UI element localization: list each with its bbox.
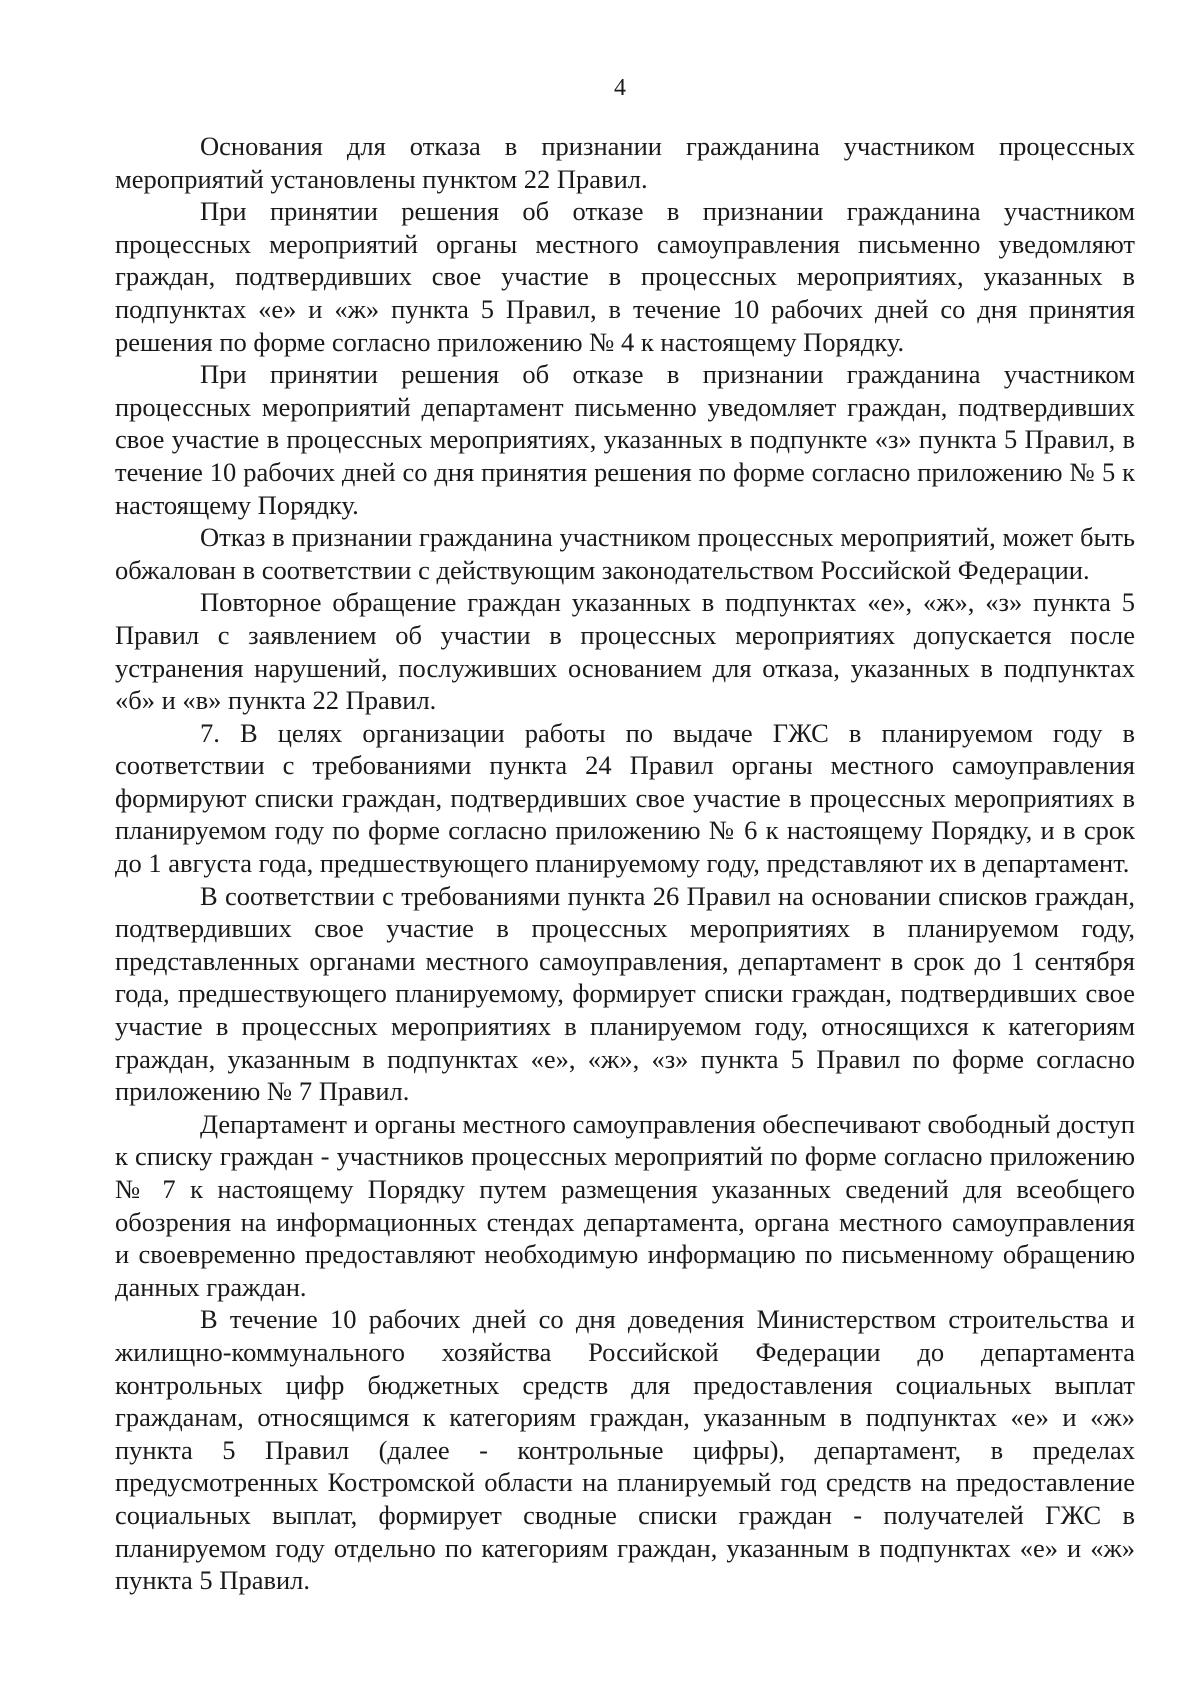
paragraph-consolidated-lists: В течение 10 рабочих дней со дня доведения Министерством строительства и жилищно-коммунального хозяйства Российской Федерации до департамента контрольных цифр бюджетных средств для предоставления социальных выплат гражданам, относящимся к категориям граждан, указанным в подпунктах «е» и «ж» пункта 5 Правил (далее - контрольные цифры), департамент, в пределах предусмотренных Костромской области на планируемый год средств на предоставление социальных выплат, формирует сводные списки граждан - получателей ГЖС в планируемом году отдельно по категориям граждан, указанным в подпунктах «е» и «ж» пункта 5 Правил. <box>115 1304 1135 1596</box>
paragraph-department-lists: В соответствии с требованиями пункта 26 Правил на основании списков граждан, подтвердивших свое участие в процессных мероприятиях в планируемом году, представленных органами местного самоуправления, департамент в срок до 1 сентября года, предшествующего планируемому, формирует списки граждан, подтвердивших свое участие в процессных мероприятиях в планируемом году, относящихся к категориям граждан, указанным в подпунктах «е», «ж», «з» пункта 5 Правил по форме согласно приложению № 7 Правил. <box>115 880 1135 1107</box>
paragraph-local-authority-notice: При принятии решения об отказе в признании гражданина участником процессных мероприятий органы местного самоуправления письменно уведомляют граждан, подтвердивших свое участие в процессных мероприятиях, указанных в подпунктах «е» и «ж» пункта 5 Правил, в течение 10 рабочих дней со дня принятия решения по форме согласно приложению № 4 к настоящему Порядку. <box>115 196 1135 357</box>
paragraph-free-access: Департамент и органы местного самоуправления обеспечивают свободный доступ к списку граждан - участников процессных мероприятий по форме согласно приложению № 7 к настоящему Порядку путем размещения указанных сведений для всеобщего обозрения на информационных стендах департамента, органа местного самоуправления и своевременно предоставляют необходимую информацию по письменному обращению данных граждан. <box>115 1108 1135 1302</box>
paragraph-item-7-lists: 7. В целях организации работы по выдаче ГЖС в планируемом году в соответствии с требованиями пункта 24 Правил органы местного самоуправления формируют списки граждан, подтвердивших свое участие в процессных мероприятиях в планируемом году по форме согласно приложению № 6 к настоящему Порядку, и в срок до 1 августа года, предшествующего планируемому году, представляют их в департамент. <box>115 717 1135 879</box>
paragraph-refusal-grounds: Основания для отказа в признании гражданина участником процессных мероприятий установлены пунктом 22 Правил. <box>115 131 1135 194</box>
paragraph-department-notice: При принятии решения об отказе в признании гражданина участником процессных мероприятий департамент письменно уведомляет граждан, подтвердивших свое участие в процессных мероприятиях, указанных в подпункте «з» пункта 5 Правил, в течение 10 рабочих дней со дня принятия решения по форме согласно приложению № 5 к настоящему Порядку. <box>115 359 1135 520</box>
page-number: 4 <box>614 75 626 101</box>
paragraph-appeal: Отказ в признании гражданина участником процессных мероприятий, может быть обжалован в соответствии с действующим законодательством Российской Федерации. <box>115 522 1135 585</box>
paragraph-repeat-application: Повторное обращение граждан указанных в подпунктах «е», «ж», «з» пункта 5 Правил с заявлением об участии в процессных мероприятиях допускается после устранения нарушений, послуживших основанием для отказа, указанных в подпунктах «б» и «в» пункта 22 Правил. <box>115 587 1135 716</box>
document-body <box>115 130 1135 1597</box>
